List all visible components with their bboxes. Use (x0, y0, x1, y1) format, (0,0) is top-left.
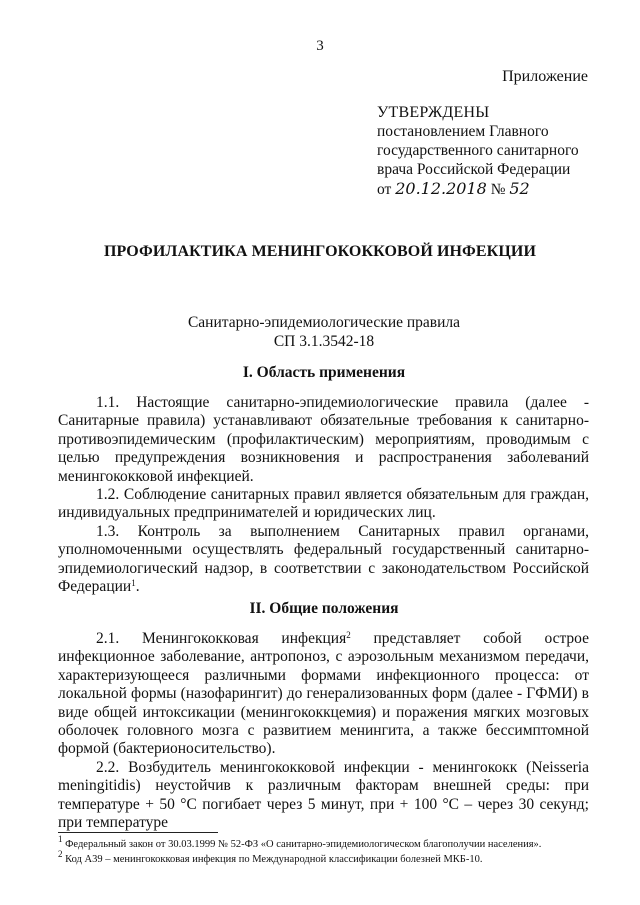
footnote (58, 849, 598, 867)
page-number: 3 (316, 38, 324, 54)
paragraph: 2.2. Возбудитель менингококковой инфекции - менингококк (Neisseria meningitidis) неустойчив к различным факторам внешней среды: при температуре + 50 °С погибает через 5 минут, при + 100 °С – через 30 секунд; при температуре (58, 758, 589, 832)
handwritten-date: 20.12.2018 (395, 179, 487, 198)
approval-block (377, 103, 579, 199)
approval-line: государственного санитарного (377, 142, 579, 159)
paragraph-text: 1.3. Контроль за выполнением Санитарных правил органами, уполномоченными осуществлять федеральный государственный санитарно-эпидемиологический надзор, в соответствии с законодательством Российской Федерации (58, 522, 589, 596)
footnote-text: Код А39 – менингококковая инфекция по Международной классификации болезней МКБ-10. (65, 854, 483, 865)
footnote-text: Федеральный закон от 30.03.1999 № 52-ФЗ «О санитарно-эпидемиологическом благополучии населения». (65, 839, 542, 850)
paragraph-text: представляет собой острое инфекционное заболевание, антропоноз, с аэрозольным механизмом передачи, характеризующееся различными формами инфекционного процесса: от локальной формы (назофарингит) до генерализованных форм (далее - ГФМИ) в виде общей интоксикации (менингококкцемия) и поражения мягких мозговых оболочек головного мозга с развитием менингита, а также бессимптомной формой (бактерионосительство). (58, 630, 589, 758)
paragraph: 1.3. Контроль за выполнением Санитарных правил органами, уполномоченными осуществлять федеральный государственный санитарно-эпидемиологический надзор, в соответствии с законодательством Российской Федерации$^1$. (58, 522, 589, 596)
document-title: ПРОФИЛАКТИКА МЕНИНГОКОККОВОЙ ИНФЕКЦИИ (103, 243, 537, 260)
paragraph (58, 630, 589, 759)
footnote-ref: 1 (131, 578, 136, 589)
rules-code: СП 3.1.3542-18 (273, 333, 375, 350)
paragraph-text: 2.1. Менингококковая инфекция (96, 630, 347, 647)
approval-date-line (377, 179, 579, 199)
section-title-scope: I. Область применения (242, 364, 406, 381)
footnote (58, 834, 598, 852)
section-title-general: II. Общие положения (249, 600, 399, 617)
section-general-body (58, 630, 589, 832)
approval-line: постановлением Главного (377, 123, 549, 140)
paragraph: 1.1. Настоящие санитарно-эпидемиологические правила (далее - Санитарные правила) устанавливают обязательные требования к санитарно-противоэпидемическим (профилактическим) мероприятиям, проводимым с целью предупреждения возникновения и распространения заболеваний менингококковой инфекцией. (58, 394, 589, 485)
paragraph: 1.2. Соблюдение санитарных правил является обязательным для граждан, индивидуальных предпринимателей и юридических лиц. (58, 486, 589, 522)
footnote-separator (58, 832, 218, 833)
rules-block (0, 313, 640, 351)
date-prefix: от (377, 181, 392, 198)
footnotes (58, 834, 598, 867)
approval-line: врача Российской Федерации (377, 161, 571, 178)
rules-name: Санитарно-эпидемиологические правила (187, 314, 461, 331)
footnote-mark: 2 (58, 849, 63, 859)
number-sign: № (490, 181, 506, 198)
footnote-ref: 2 (346, 630, 351, 640)
appendix-label: Приложение (502, 68, 588, 85)
section-scope-body (58, 394, 589, 596)
handwritten-number: 52 (509, 179, 530, 198)
approval-heading: УТВЕРЖДЕНЫ (377, 104, 490, 121)
footnote-mark: 1 (58, 834, 63, 844)
